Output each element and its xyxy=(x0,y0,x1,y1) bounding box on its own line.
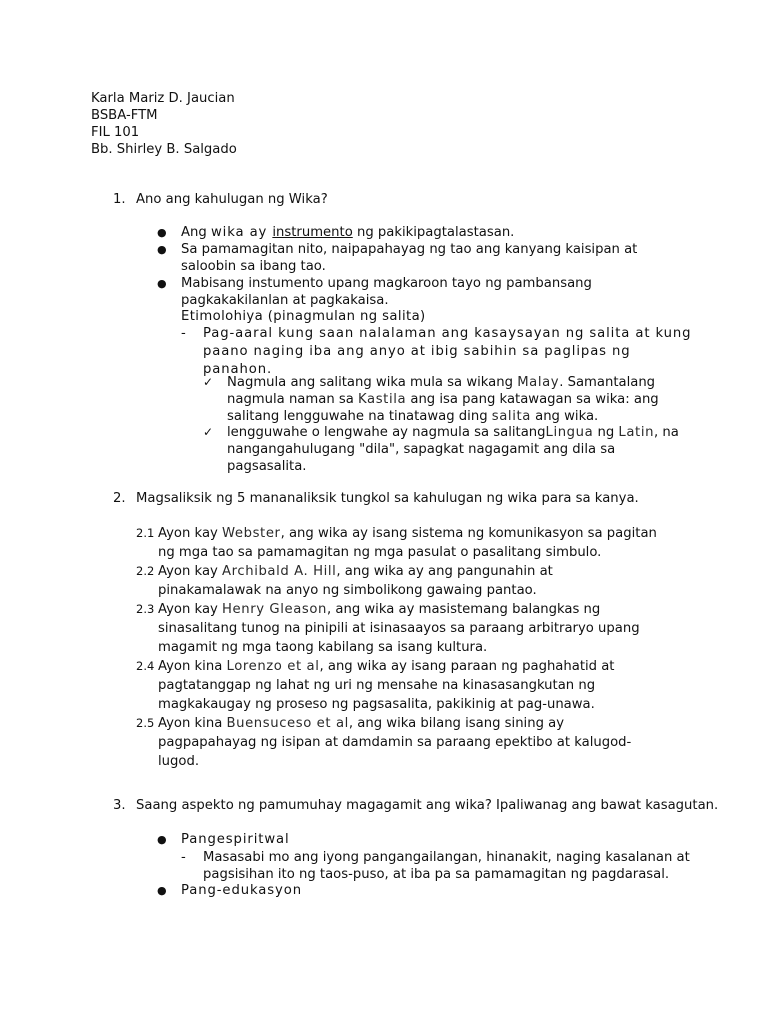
bullet-dot-icon: ● xyxy=(157,277,167,290)
item-number: 2.3 xyxy=(136,602,155,616)
program: BSBA-FTM xyxy=(91,108,158,123)
researcher-name: Webster xyxy=(222,526,281,541)
item-number: 2.5 xyxy=(136,716,155,730)
question-number: 1. xyxy=(113,192,126,207)
item-number: 2.2 xyxy=(136,564,155,578)
researcher-name: Buensuceso et al xyxy=(226,716,349,731)
course-code: FIL 101 xyxy=(91,125,140,140)
researcher-name: Henry Gleason xyxy=(222,602,328,617)
bullet-dot-icon: ● xyxy=(157,884,167,897)
dash-marker: - xyxy=(181,850,186,865)
checkmark-icon: ✓ xyxy=(203,425,214,439)
header-block xyxy=(91,90,237,158)
checkmark-icon: ✓ xyxy=(203,375,214,389)
researcher-name: Lorenzo et al xyxy=(226,659,320,674)
student-name: Karla Mariz D. Jaucian xyxy=(91,91,235,106)
bullet-dot-icon: ● xyxy=(157,833,167,846)
document-page: Karla Mariz D. Jaucian BSBA-FTM FIL 101 Bb. Shirley B. Salgado 1. Ano ang kahulugan ng Wika? ● Ang wika ay instrumento ng pakikipagtalastasan. ● Sa pamamagitan nito, naipapahayag ng tao ang kanyang kaisipan at saloobin sa ibang tao. ● Mabisang instumento upang magkaroon tayo ng pambansang pagkakakilanlan at pagkakaisa. Etimolohiya (pinagmulan ng salita) - Pag-aaral kung saan nalalaman ang kasaysayan ng salita at kung paano naging iba ang anyo at ibig sabihin sa paglipas ng panahon. ✓ Nagmula ang salitang wika mula sa wikang Malay. Samantalang nagmula naman sa Kastila ang isa pang katawagan sa wika: ang salitang lengguwahe na tinatawag ding salita ang wika. ✓ lengguwahe o lengwahe ay nagmula sa salitangLingua ng Latin, na nangangahulugang "dila", sapagkat nagagamit ang dila sa pagsasalita. 2. Magsaliksik ng 5 mananaliksik tungkol sa kahulugan ng wika para sa kanya. 2.1 Ayon kay Webster, ang wika ay isang sistema ng komunikasyon sa pagitan ng mga tao sa pamamagitan ng mga pasulat o pasalitang simbulo. 2.2 Ayon kay Archibald A. Hill, ang wika ay ang pangunahin at pinakamalawak na anyo ng simbolikong gawaing pantao. 2.3 Ayon kay Henry Gleason, ang wika ay masistemang balangkas ng sinasalitang tunog na pinipili at isinasaayos sa paraang arbitraryo upang magamit ng mga taong kabilang sa isang kultura. 2.4 Ayon kina Lorenzo et al, ang wika ay isang paraan ng paghahatid at pagtatanggap ng lahat ng uri ng mensahe na kinasasangkutan ng magkakaugay ng proseso ng pagsasalita, pakikinig at pag-unawa. 2.5 Ayon kina Buensuceso et al, ang wika bilang isang sining ay pagpapahayag ng isipan at damdamin sa paraang epektibo at kalugod-lugod. 3. Saang aspekto ng pamumuhay magagamit ang wika? Ipaliwanag ang bawat kasagutan. ● Pangespiritwal - Masasabi mo ang iyong pangangailangan, hinanakit, naging kasalanan at pagsisihan ito ng taos-puso, at iba pa sa pamamagitan ng pagdarasal. ● Pang-edukasyon xyxy=(91,91,719,898)
question-number: 3. xyxy=(113,798,126,813)
researcher-name: Archibald A. Hill xyxy=(222,564,337,579)
question-number: 2. xyxy=(113,491,126,506)
question-text: Saang aspekto ng pamumuhay magagamit ang wika? Ipaliwanag ang bawat kasagutan. xyxy=(136,798,719,813)
bullet-dot-icon: ● xyxy=(157,226,167,239)
item-number: 2.1 xyxy=(136,526,155,540)
question-text: Magsaliksik ng 5 mananaliksik tungkol sa kahulugan ng wika para sa kanya. xyxy=(136,491,639,506)
question-text: Ano ang kahulugan ng Wika? xyxy=(136,192,328,207)
underlined-term: instrumento xyxy=(272,225,353,240)
teacher-name: Bb. Shirley B. Salgado xyxy=(91,142,237,157)
bullet-dot-icon: ● xyxy=(157,243,167,256)
dash-marker: - xyxy=(181,326,186,341)
item-number: 2.4 xyxy=(136,659,155,673)
